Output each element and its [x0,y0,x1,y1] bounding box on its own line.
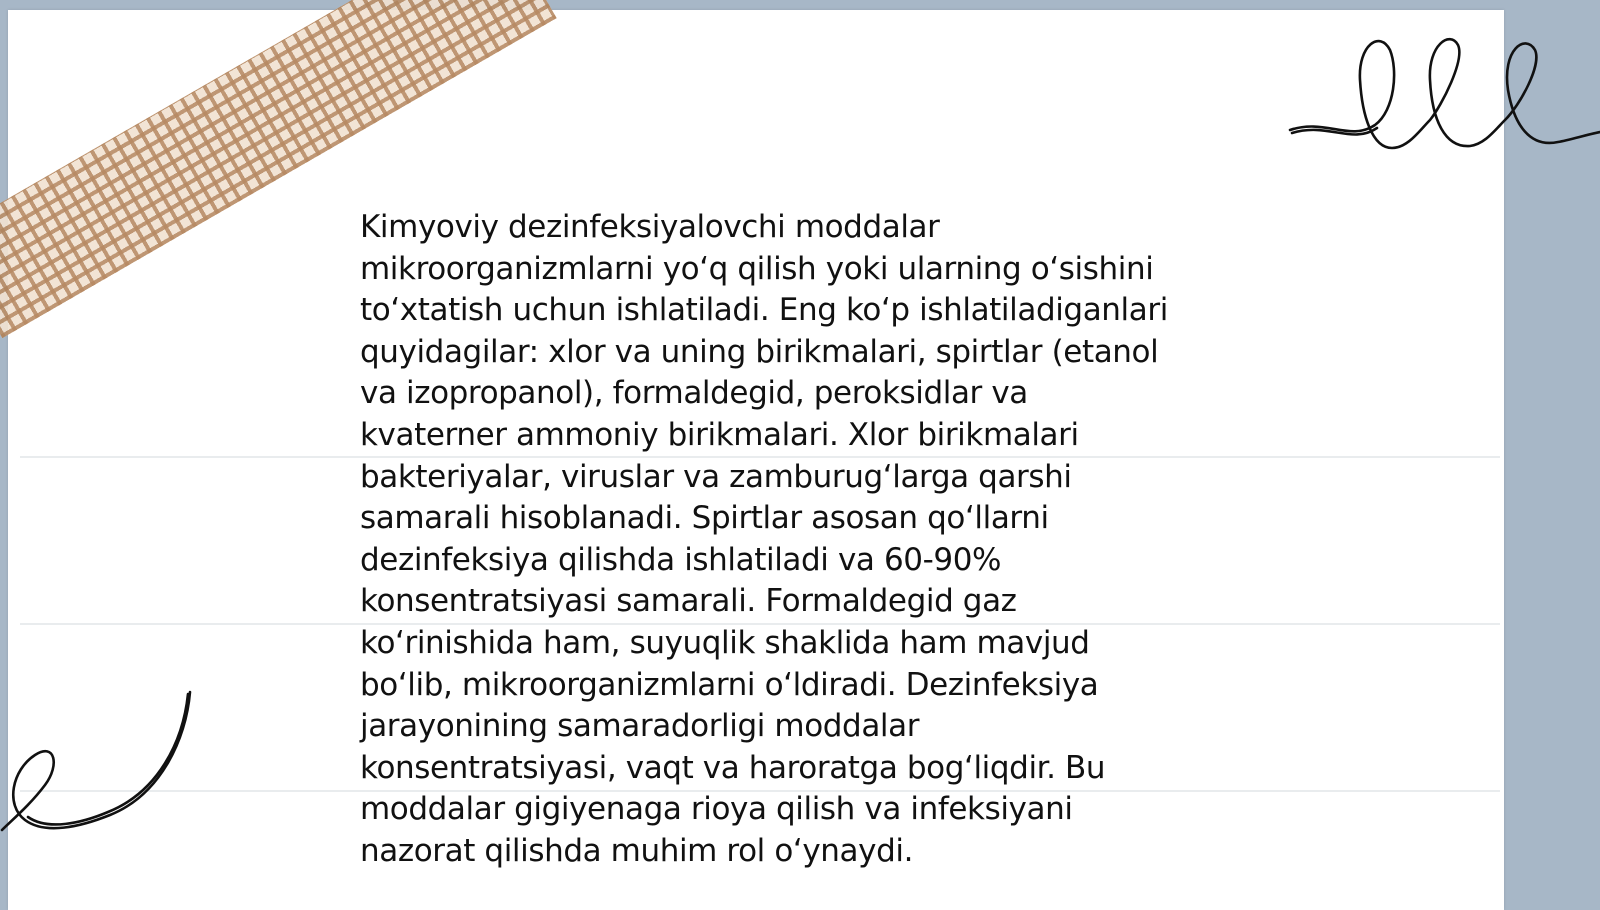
body-paragraph: Kimyoviy dezinfeksiyalovchi moddalar mikroorganizmlarni yoʻq qilish yoki ularning oʻsishini toʻxtatish uchun ishlatiladi. Eng koʻp ishlatiladiganlari quyidagilar: xlor va uning birikmalari, spirtlar (etanol va izopropanol), formaldegid, peroksidlar va kvaterner ammoniy birikmalari. Xlor birikmalari bakteriyalar, viruslar va zamburugʻlarga qarshi samarali hisoblanadi. Spirtlar asosan qoʻllarni dezinfeksiya qilishda ishlatiladi va 60-90% konsentratsiyasi samarali. Formaldegid gaz koʻrinishida ham, suyuqlik shaklida ham mavjud boʻlib, mikroorganizmlarni oʻldiradi. Dezinfeksiya jarayonining samaradorligi moddalar konsentratsiyasi, vaqt va haroratga bogʻliqdir. Bu moddalar gigiyenaga rioya qilish va infeksiyani nazorat qilishda muhim rol oʻynaydi. [360,209,1168,869]
swirl-doodle [0,680,200,850]
loop-scribble-doodle [1280,30,1600,165]
